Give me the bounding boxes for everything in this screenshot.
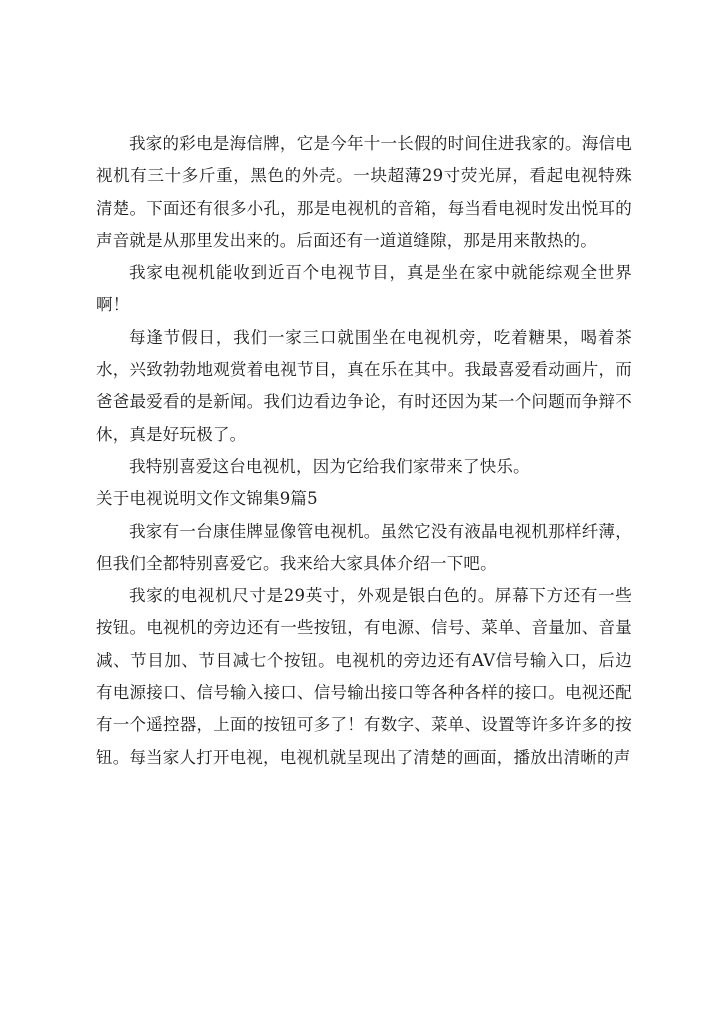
paragraph-conclusion: 我特别喜爱这台电视机，因为它给我们家带来了快乐。	[129, 456, 530, 476]
paragraph-tv-details: 我家的电视机尺寸是29英寸，外观是银白色的。屏幕下方还有一些按钮。电视机的旁边还有一些按钮，有电源、信号、菜单、音量加、音量减、节目加、节目减七个按钮。电视机的旁边还有AV信号输入口，后边有电源接口、信号输入接口、信号输出接口等各种各样的接口。电视还配有一个遥控器，上面的按钮可多了！有数字、菜单、设置等许多许多的按钮。每当家人打开电视，电视机就呈现出了清楚的画面，播放出清晰的声	[96, 586, 632, 767]
section-heading: 关于电视说明文作文锦集9篇5	[96, 489, 318, 509]
paragraph-konka-intro: 我家有一台康佳牌显像管电视机。虽然它没有液晶电视机那样纤薄，但我们全都特别喜爱它。我来给大家具体介绍一下吧。	[96, 521, 632, 573]
document-page	[96, 128, 632, 774]
paragraph-family-watching: 每逢节假日，我们一家三口就围坐在电视机旁，吃着糖果，喝着茶水，兴致勃勃地观赏着电视节目，真在乐在其中。我最喜爱看动画片，而爸爸最爱看的是新闻。我们边看边争论，有时还因为某一个问题而争辩不休，真是好玩极了。	[96, 327, 632, 444]
paragraph-tv-appearance: 我家的彩电是海信牌，它是今年十一长假的时间住进我家的。海信电视机有三十多斤重，黑色的外壳。一块超薄29寸荧光屏，看起电视特殊清楚。下面还有很多小孔，那是电视机的音箱，每当看电视时发出悦耳的声音就是从那里发出来的。后面还有一道道缝隙，那是用来散热的。	[96, 134, 632, 250]
paragraph-tv-channels: 我家电视机能收到近百个电视节目，真是坐在家中就能综观全世界啊！	[96, 263, 632, 315]
